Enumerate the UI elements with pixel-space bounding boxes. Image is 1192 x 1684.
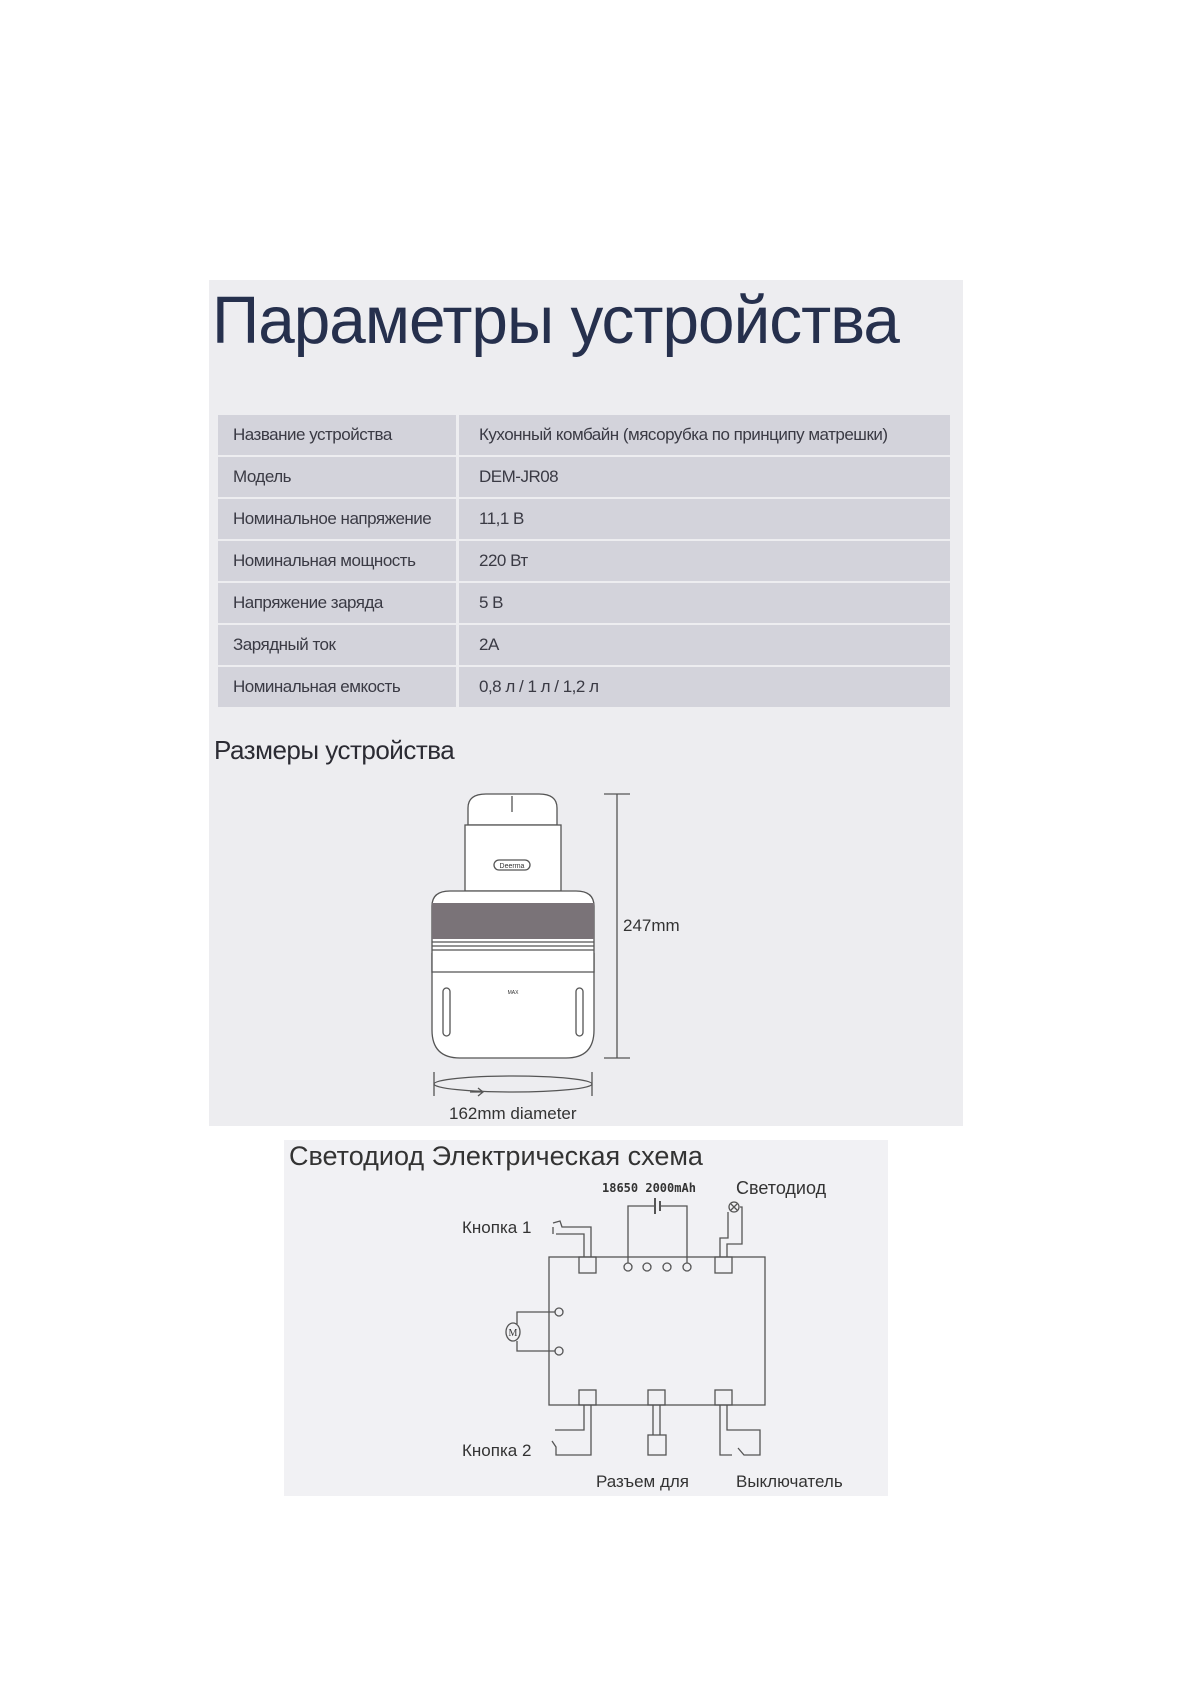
button1-label: Кнопка 1 (462, 1218, 532, 1237)
switch-label: Выключатель (736, 1472, 843, 1491)
device-bowl (432, 953, 594, 1058)
max-mark: MAX (507, 990, 519, 996)
spec-label: Название устройства (218, 415, 456, 455)
button1-terminal (579, 1257, 596, 1273)
spec-value: DEM-JR08 (459, 457, 950, 497)
device-upper-body (465, 825, 561, 891)
battery-icon (655, 1198, 660, 1214)
height-label: 247mm (623, 916, 680, 935)
spec-value: 5 В (459, 583, 950, 623)
device-dark-band (432, 903, 594, 939)
charging-terminal (648, 1390, 665, 1405)
switch-wire (720, 1405, 760, 1455)
diameter-ellipse (434, 1076, 592, 1092)
circuit-board (549, 1257, 765, 1405)
battery-label: 18650 2000mAh (602, 1181, 696, 1195)
schematic-heading: Светодиод Электрическая схема (289, 1141, 703, 1171)
switch-terminal (715, 1390, 732, 1405)
battery-pad (624, 1263, 632, 1271)
button2-terminal (579, 1390, 596, 1405)
circuit-schematic (289, 1141, 843, 1491)
spec-label: Номинальная мощность (218, 541, 456, 581)
motor-pad (555, 1308, 563, 1316)
device-logo-text: Deerma (499, 863, 525, 870)
charging-port-icon (648, 1435, 666, 1455)
battery-pad (663, 1263, 671, 1271)
connector-label: Разъем для (596, 1472, 689, 1491)
motor-pad (555, 1347, 563, 1355)
led-terminal (715, 1257, 732, 1273)
button1-wire (553, 1221, 591, 1257)
page-title: Параметры устройства (212, 283, 899, 358)
spec-value: 0,8 л / 1 л / 1,2 л (459, 667, 950, 707)
button2-label: Кнопка 2 (462, 1441, 532, 1460)
battery-wire (628, 1206, 687, 1263)
spec-label: Модель (218, 457, 456, 497)
dimensions-heading: Размеры устройства (214, 735, 455, 765)
led-label: Светодиод (736, 1178, 827, 1198)
battery-pad (643, 1263, 651, 1271)
device-drawing (432, 794, 680, 1123)
spec-value: 220 Вт (459, 541, 950, 581)
battery-pad (683, 1263, 691, 1271)
led-icon-cross (731, 1204, 737, 1210)
spec-label: Зарядный ток (218, 625, 456, 665)
spec-value: Кухонный комбайн (мясорубка по принципу матрешки) (459, 415, 950, 455)
spec-label: Номинальное напряжение (218, 499, 456, 539)
spec-value: 2A (459, 625, 950, 665)
spec-value: 11,1 В (459, 499, 950, 539)
motor-label: M (508, 1328, 518, 1339)
spec-label: Номинальная емкость (218, 667, 456, 707)
led-wire (720, 1207, 742, 1257)
diameter-label: 162mm diameter (449, 1104, 577, 1123)
spec-label: Напряжение заряда (218, 583, 456, 623)
charging-wire (653, 1405, 660, 1435)
button2-wire (552, 1405, 591, 1455)
diameter-arrow-icon (470, 1088, 483, 1096)
